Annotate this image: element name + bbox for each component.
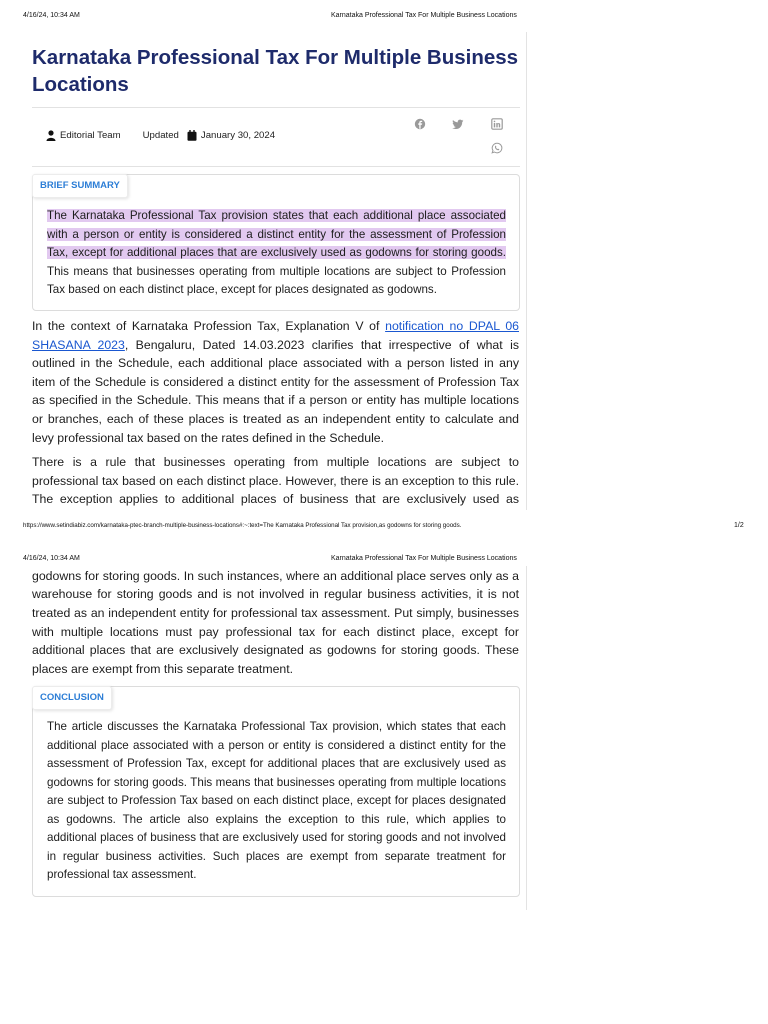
paragraph-text: , Bengaluru, Dated 14.03.2023 clarifies that irrespective of what is outlined in the Schedule, each additional place associated with a person listed in any item of the Schedule is considered a distinct entity for the assessment of Profession Tax as specified in the Schedule. This means that if a person or entity has multiple locations or branches, each of these places is treated as an independent entity to calculate and levy professional tax based on the rates defined in the Schedule. xyxy=(32,337,519,445)
brief-summary-text xyxy=(47,207,506,300)
article-title: Karnataka Professional Tax For Multiple Business Locations xyxy=(32,46,519,96)
print-url: https://www.setindiabiz.com/karnataka-ptec-branch-multiple-business-locations#:~:text=The Karnataka Professional Tax provision,as godowns for storing goods. xyxy=(23,522,462,529)
user-icon xyxy=(46,130,56,141)
title-divider xyxy=(32,107,520,108)
conclusion-label: CONCLUSION xyxy=(32,686,112,710)
article-meta xyxy=(46,128,275,142)
highlighted-text: The Karnataka Professional Tax provision states that each additional place associated with a person or entity is considered a distinct entity for the assessment of Profession Tax, except for additional places that are exclusively used as godowns for storing goods. xyxy=(47,209,506,259)
publish-date: January 30, 2024 xyxy=(200,129,276,141)
content-divider xyxy=(526,32,527,510)
paragraph-text: In the context of Karnataka Profession Tax, Explanation V of xyxy=(32,319,386,333)
page-2-clip xyxy=(0,567,768,681)
print-datetime: 4/16/24, 10:34 AM xyxy=(23,12,80,19)
notification-link[interactable]: notification no DPAL 06 SHASANA 2023 xyxy=(32,319,519,352)
conclusion-box xyxy=(32,686,520,897)
page-1-clip xyxy=(0,453,768,509)
facebook-icon[interactable] xyxy=(414,118,426,130)
twitter-icon[interactable] xyxy=(452,118,464,130)
brief-summary-box xyxy=(32,174,520,311)
calendar-icon xyxy=(187,130,197,141)
print-page-title: Karnataka Professional Tax For Multiple Business Locations xyxy=(331,12,517,19)
linkedin-icon[interactable] xyxy=(491,118,503,130)
print-datetime-2: 4/16/24, 10:34 AM xyxy=(23,555,80,562)
print-page-number: 1/2 xyxy=(734,522,744,529)
body-paragraph-2: There is a rule that businesses operating from multiple locations are subject to professional tax based on each distinct place. However, there is an exception to this rule. The exception applies to additional places of business that are exclusively used as xyxy=(32,455,519,507)
author-name[interactable]: Editorial Team xyxy=(60,129,121,141)
updated-label: Updated xyxy=(142,129,179,141)
print-page-title-2: Karnataka Professional Tax For Multiple Business Locations xyxy=(331,555,517,562)
meta-divider xyxy=(32,166,520,167)
body-paragraph-2-continued: godowns for storing goods. In such instances, where an additional place serves only as a warehouse for storing goods and is not involved in regular business activities, it is not treated as an independent entity for professional tax assessment. Put simply, businesses with multiple locations must pay professional tax for each distinct place, except for additional places that are exclusively designated as godowns for storing goods. These places are exempt from this separate treatment. xyxy=(32,568,519,676)
body-paragraph-1 xyxy=(32,317,519,447)
summary-rest-text: This means that businesses operating from multiple locations are subject to Profession Tax based on each distinct place, except for places designated as godowns. xyxy=(47,264,506,296)
brief-summary-label: BRIEF SUMMARY xyxy=(32,174,128,198)
whatsapp-icon[interactable] xyxy=(491,142,503,154)
conclusion-text: The article discusses the Karnataka Professional Tax provision, which states that each additional place associated with a person or entity is considered a distinct entity for the assessment of Profession Tax, except for additional places that are exclusively used as godowns for storing goods. This means that businesses operating from multiple locations are subject to Profession Tax based on each distinct place, except for places designated as godowns. The article also explains the exception to this rule, which applies to additional places of business that are exclusively used for storing goods and not involved in regular business activities. Such places are exempt from separate treatment for professional tax assessment. xyxy=(47,720,506,881)
